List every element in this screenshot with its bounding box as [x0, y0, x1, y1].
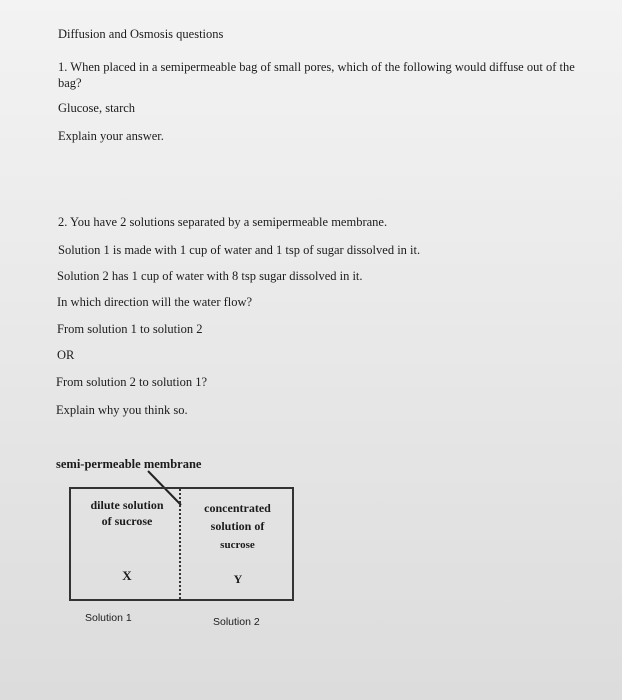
- question-1-options: Glucose, starch: [58, 101, 136, 115]
- question-2-explain: Explain why you think so.: [56, 403, 188, 417]
- solution-1-label: Solution 1: [85, 612, 132, 624]
- question-1-text: 1. When placed in a semipermeable bag of small pores, which of the following would diffuse out of the bag?: [58, 60, 575, 90]
- question-1-explain: Explain your answer.: [58, 129, 164, 143]
- question-2-solution-2: Solution 2 has 1 cup of water with 8 tsp sugar dissolved in it.: [57, 269, 363, 283]
- dilute-label-line-2: of sucrose: [101, 514, 153, 528]
- diagram-caption: semi-permeable membrane: [56, 457, 202, 471]
- question-2-text: 2. You have 2 solutions separated by a semipermeable membrane.: [58, 215, 388, 229]
- dilute-label-line-1: dilute solution: [90, 498, 164, 512]
- concentrated-label-line-1: concentrated: [204, 501, 271, 515]
- question-2-or: OR: [57, 348, 75, 362]
- solution-2-label: Solution 2: [213, 616, 260, 628]
- question-2-prompt: In which direction will the water flow?: [57, 295, 253, 309]
- concentrated-solution-label: [185, 500, 290, 553]
- concentrated-label-line-3: sucrose: [220, 539, 255, 551]
- concentrated-label-line-2: solution of: [210, 519, 265, 533]
- dilute-solution-label: [77, 497, 177, 529]
- membrane-divider: [179, 489, 181, 599]
- worksheet-title: Diffusion and Osmosis questions: [58, 27, 224, 41]
- marker-x: X: [122, 568, 132, 583]
- marker-y: Y: [233, 572, 243, 586]
- question-2-option-a: From solution 1 to solution 2: [57, 322, 203, 336]
- question-2-option-b: From solution 2 to solution 1?: [56, 375, 208, 389]
- osmosis-diagram: [69, 487, 294, 601]
- question-2-solution-1: Solution 1 is made with 1 cup of water and 1 tsp of sugar dissolved in it.: [58, 243, 421, 257]
